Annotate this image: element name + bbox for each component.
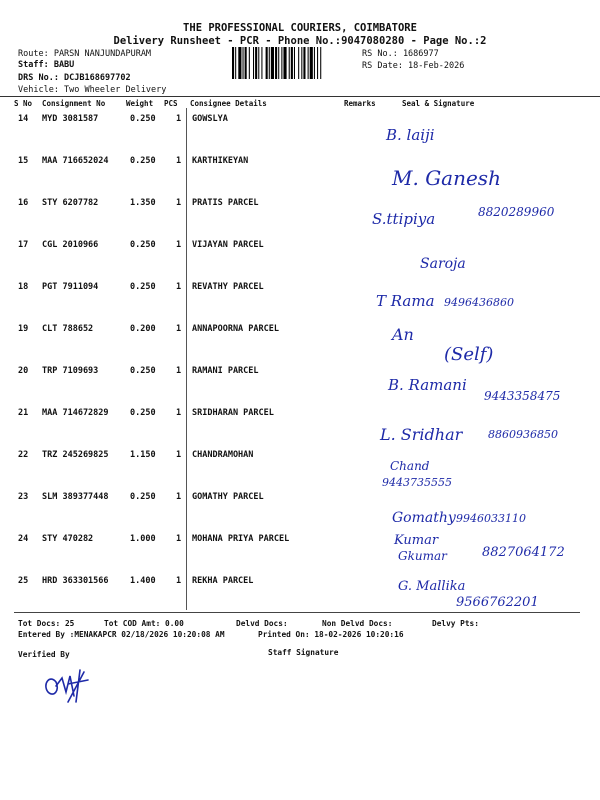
phone-24: 8827064172 bbox=[482, 545, 565, 560]
table-row bbox=[0, 361, 600, 403]
cell-consignee: SRIDHARAN PARCEL bbox=[192, 408, 274, 418]
phone-20: 9443358475 bbox=[484, 389, 561, 403]
delivery-points: Delvy Pts: bbox=[432, 619, 479, 628]
cell-pcs: 1 bbox=[176, 324, 182, 334]
cell-pcs: 1 bbox=[176, 282, 182, 292]
company-name: THE PROFESSIONAL COURIERS, COIMBATORE bbox=[183, 22, 417, 34]
cell-pcs: 1 bbox=[176, 156, 182, 166]
cell-consignee: VIJAYAN PARCEL bbox=[192, 240, 264, 250]
cell-weight: 0.200 bbox=[130, 324, 156, 334]
signature-18: T Rama bbox=[376, 292, 435, 310]
cell-consignment-no: STY 470282 bbox=[42, 534, 94, 544]
printed-on: Printed On: 18-02-2026 10:20:16 bbox=[258, 630, 404, 639]
signature-17: Saroja bbox=[420, 256, 466, 272]
phone-21: 8860936850 bbox=[488, 428, 558, 441]
runsheet-title: Delivery Runsheet - PCR - Phone No.:9047080280 - Page No.:2 bbox=[113, 35, 487, 47]
cell-weight: 1.150 bbox=[130, 450, 156, 460]
cell-consignment-no: CGL 2010966 bbox=[42, 240, 99, 250]
cell-weight: 0.250 bbox=[130, 492, 156, 502]
rs-date: RS Date: 18-Feb-2026 bbox=[362, 61, 465, 71]
signature-25: G. Mallika bbox=[398, 579, 466, 594]
cell-pcs: 1 bbox=[176, 114, 182, 124]
cell-consignee: PRATIS PARCEL bbox=[192, 198, 259, 208]
cell-consignee: ANNAPOORNA PARCEL bbox=[192, 324, 279, 334]
cell-pcs: 1 bbox=[176, 492, 182, 502]
cell-pcs: 1 bbox=[176, 450, 182, 460]
verified-by-label: Verified By bbox=[18, 650, 70, 659]
table-row bbox=[0, 235, 600, 277]
col-consignment: Consignment No bbox=[42, 99, 106, 108]
total-docs: Tot Docs: 25 bbox=[18, 619, 75, 628]
cell-consignment-no: MAA 716652024 bbox=[42, 156, 109, 166]
cell-consignment-no: STY 6207782 bbox=[42, 198, 99, 208]
table-row bbox=[0, 277, 600, 319]
vehicle-label: Vehicle: Two Wheeler Delivery bbox=[18, 85, 167, 95]
cell-sno: 22 bbox=[18, 450, 29, 460]
cell-sno: 19 bbox=[18, 324, 29, 334]
cell-consignee: KARTHIKEYAN bbox=[192, 156, 249, 166]
table-row bbox=[0, 487, 600, 529]
cell-pcs: 1 bbox=[176, 576, 182, 586]
cell-sno: 20 bbox=[18, 366, 29, 376]
cell-weight: 0.250 bbox=[130, 240, 156, 250]
rs-number: RS No.: 1686977 bbox=[362, 49, 439, 59]
cell-weight: 1.350 bbox=[130, 198, 156, 208]
cell-sno: 14 bbox=[18, 114, 29, 124]
signature-21: L. Sridhar bbox=[380, 425, 463, 444]
cell-consignment-no: TRZ 245269825 bbox=[42, 450, 109, 460]
cell-sno: 21 bbox=[18, 408, 29, 418]
signature-20: B. Ramani bbox=[388, 376, 467, 394]
cell-consignment-no: HRD 363301566 bbox=[42, 576, 109, 586]
cell-weight: 0.250 bbox=[130, 282, 156, 292]
signature-15: M. Ganesh bbox=[392, 166, 501, 190]
cell-consignee: REKHA PARCEL bbox=[192, 576, 254, 586]
cell-consignment-no: MAA 714672829 bbox=[42, 408, 109, 418]
cell-sno: 25 bbox=[18, 576, 29, 586]
cell-weight: 0.250 bbox=[130, 366, 156, 376]
route-label: Route: PARSN NANJUNDAPURAM bbox=[18, 49, 152, 59]
cell-consignment-no: CLT 788652 bbox=[42, 324, 94, 334]
table-row bbox=[0, 193, 600, 235]
phone-22: 9443735555 bbox=[382, 476, 452, 489]
signature-14: B. laiji bbox=[386, 126, 435, 144]
staff-signature-label: Staff Signature bbox=[268, 648, 339, 657]
cell-pcs: 1 bbox=[176, 366, 182, 376]
phone-23: 9946033110 bbox=[456, 512, 526, 525]
cell-consignee: GOMATHY PARCEL bbox=[192, 492, 264, 502]
cell-pcs: 1 bbox=[176, 408, 182, 418]
cell-pcs: 1 bbox=[176, 198, 182, 208]
entered-by: Entered By :MENAKAPCR 02/18/2026 10:20:08 AM bbox=[18, 630, 225, 639]
cell-consignment-no: TRP 7109693 bbox=[42, 366, 99, 376]
table-row bbox=[0, 151, 600, 193]
cell-consignee: REVATHY PARCEL bbox=[192, 282, 264, 292]
table-row bbox=[0, 529, 600, 571]
table-row bbox=[0, 445, 600, 487]
phone-18: 9496436860 bbox=[444, 296, 514, 309]
signature-24: Kumar bbox=[394, 533, 439, 548]
barcode-image bbox=[232, 47, 357, 79]
signature-19b: (Self) bbox=[444, 344, 494, 365]
col-sno: S No bbox=[14, 99, 33, 108]
total-cod-amount: Tot COD Amt: 0.00 bbox=[104, 619, 184, 628]
cell-sno: 18 bbox=[18, 282, 29, 292]
cell-sno: 17 bbox=[18, 240, 29, 250]
delivered-docs: Delvd Docs: bbox=[236, 619, 288, 628]
table-row bbox=[0, 319, 600, 361]
col-remarks: Remarks bbox=[344, 99, 376, 108]
footer-rule bbox=[14, 612, 580, 613]
cell-weight: 1.000 bbox=[130, 534, 156, 544]
cell-sno: 16 bbox=[18, 198, 29, 208]
table-row bbox=[0, 571, 600, 613]
table-row bbox=[0, 109, 600, 151]
phone-16: 8820289960 bbox=[478, 205, 555, 219]
staff-label: Staff: BABU bbox=[18, 60, 75, 70]
col-pcs: PCS bbox=[164, 99, 178, 108]
cell-pcs: 1 bbox=[176, 240, 182, 250]
non-delivered-docs: Non Delvd Docs: bbox=[322, 619, 393, 628]
signature-23: Gomathy bbox=[392, 510, 456, 526]
cell-sno: 24 bbox=[18, 534, 29, 544]
col-seal-signature: Seal & Signature bbox=[402, 99, 475, 108]
cell-weight: 0.250 bbox=[130, 408, 156, 418]
col-consignee: Consignee Details bbox=[190, 99, 267, 108]
signature-16: S.ttipiya bbox=[372, 210, 436, 228]
cell-consignment-no: SLM 389377448 bbox=[42, 492, 109, 502]
cell-consignee: RAMANI PARCEL bbox=[192, 366, 259, 376]
cell-weight: 0.250 bbox=[130, 114, 156, 124]
cell-consignment-no: PGT 7911094 bbox=[42, 282, 99, 292]
signature-24b: Gkumar bbox=[398, 549, 447, 563]
header-top-rule bbox=[0, 96, 600, 97]
signature-22: Chand bbox=[390, 459, 430, 473]
phone-25: 9566762201 bbox=[456, 595, 539, 610]
signature-19a: An bbox=[392, 325, 414, 344]
cell-consignee: GOWSLYA bbox=[192, 114, 228, 124]
verifier-signature-image bbox=[40, 662, 100, 706]
cell-consignee: MOHANA PRIYA PARCEL bbox=[192, 534, 290, 544]
cell-weight: 0.250 bbox=[130, 156, 156, 166]
cell-sno: 23 bbox=[18, 492, 29, 502]
cell-sno: 15 bbox=[18, 156, 29, 166]
cell-consignment-no: MYD 3081587 bbox=[42, 114, 99, 124]
cell-pcs: 1 bbox=[176, 534, 182, 544]
table-row bbox=[0, 403, 600, 445]
cell-consignee: CHANDRAMOHAN bbox=[192, 450, 254, 460]
cell-weight: 1.400 bbox=[130, 576, 156, 586]
col-weight: Weight bbox=[126, 99, 154, 108]
drs-number: DRS No.: DCJB168697702 bbox=[18, 73, 131, 83]
